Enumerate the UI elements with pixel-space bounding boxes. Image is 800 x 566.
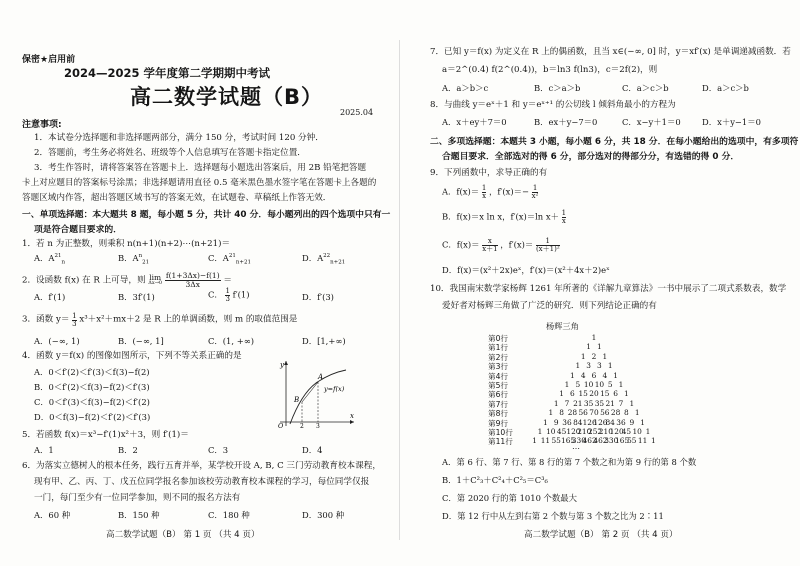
point-b-label: B bbox=[294, 396, 300, 404]
triangle-number: 165 bbox=[615, 436, 630, 446]
question-7-line: 7．已知 y＝f(x) 为定义在 R 上的偶函数，且当 x∈(−∞, 0] 时，y＝xf′(x) 是单调递减函数．若 bbox=[430, 47, 791, 57]
option-d: D．[1,+∞) bbox=[302, 336, 346, 346]
notice-line: 2．答题前，考生务必将姓名、班级等个人信息填写在答题卡指定位置． bbox=[34, 148, 306, 158]
secant-line bbox=[302, 382, 318, 402]
option-c: C．(1, +∞) bbox=[208, 336, 254, 346]
option-a: A．第 6 行、第 7 行、第 8 行的第 7 个数之和为第 9 行的第 8 个数 bbox=[442, 457, 697, 467]
question-1: 1．若 n 为正整数，则乘积 n(n+1)(n+2)⋯(n+21)＝ bbox=[22, 239, 231, 249]
triangle-number: 36 bbox=[562, 417, 572, 427]
triangle-number: 21 bbox=[605, 398, 615, 408]
question-10-line: 10．我国南宋数学家杨辉 1261 年所著的《详解九章算法》一书中展示了二项式系数表，数学 bbox=[430, 284, 787, 294]
page-footer: 高二数学试题（B） 第 1 页 （共 4 页） bbox=[106, 530, 260, 540]
notice-line: 卡上对应题目的答案标号涂黑；非选择题请用直径 0.5 毫米黑色墨水签字笔在答题卡上各题的 bbox=[22, 178, 377, 188]
option-c: C．f(x)＝ $\frac{x}{x+1}$ ，f′(x)＝ $\frac{1}{\text{(x＋1)²}}$ bbox=[442, 237, 560, 253]
triangle-number: 1 bbox=[607, 361, 613, 371]
option-b: B．2 bbox=[118, 445, 138, 455]
option-a: A．$A^{21}_n$ bbox=[34, 252, 66, 266]
option-d: D．4 bbox=[302, 445, 323, 455]
triangle-number: 1 bbox=[575, 361, 581, 371]
triangle-number: 210 bbox=[598, 427, 613, 436]
triangle-number: 35 bbox=[583, 398, 594, 408]
option-c: C．3 bbox=[208, 445, 229, 455]
option-c: C．a＞c＞b bbox=[622, 83, 669, 93]
triangle-number: 55 bbox=[627, 436, 637, 446]
triangle-number: 6 bbox=[591, 370, 597, 380]
option-b: B．0＜f′(2)＜f(3)−f(2)＜f′(3) bbox=[34, 382, 150, 392]
option-b: B．(−∞, 1] bbox=[118, 336, 164, 346]
secret-mark: 保密★启用前 bbox=[22, 55, 76, 65]
question-3: 3．函数 y＝ $\frac{1}{3}$ x³＋x²＋mx＋2 是 R 上的单调函数，则 m 的取值范围是 bbox=[22, 312, 298, 328]
triangle-number: 10 bbox=[632, 427, 642, 436]
question-9: 9．下列函数中，求导正确的有 bbox=[430, 168, 548, 178]
triangle-number: 11 bbox=[540, 436, 551, 446]
option-d: D．0＜f(3)−f(2)＜f′(2)＜f′(3) bbox=[34, 412, 151, 422]
triangle-row-label: 第1行 bbox=[488, 343, 509, 353]
triangle-number: 1 bbox=[597, 342, 602, 352]
option-c: C．第 2020 行的第 1010 个数最大 bbox=[442, 493, 578, 503]
option-b: B．3f′(1) bbox=[118, 292, 155, 302]
option-a: A．a＞b＞c bbox=[442, 83, 489, 93]
triangle-number: 165 bbox=[561, 436, 576, 446]
triangle-number: 7 bbox=[564, 398, 570, 408]
triangle-number: 3 bbox=[597, 361, 602, 371]
triangle-number: 15 bbox=[578, 389, 588, 399]
option-d: D．f′(3) bbox=[302, 292, 334, 302]
triangle-number: 45 bbox=[621, 427, 632, 436]
tick-label-3: 3 bbox=[316, 423, 320, 428]
triangle-number: 1 bbox=[548, 408, 554, 418]
option-d: D．300 种 bbox=[302, 510, 345, 520]
option-c: C．0＜f′(3)＜f(3)−f(2)＜f′(2) bbox=[34, 397, 150, 407]
triangle-row-label: 第11行 bbox=[488, 437, 513, 447]
option-d: D．$A^{22}_{n+21}$ bbox=[302, 252, 346, 266]
triangle-number: 20 bbox=[589, 389, 599, 399]
triangle-row-label: 第2行 bbox=[488, 352, 509, 362]
page-footer: 高二数学试题（B） 第 2 页 （共 4 页） bbox=[524, 530, 678, 540]
tick-label-2: 2 bbox=[300, 423, 304, 428]
triangle-number: 1 bbox=[602, 351, 608, 361]
triangle-number: 1 bbox=[640, 417, 645, 427]
question-6-line: 6．为落实立德树人的根本任务，践行五育并举，某学校开设 A, B, C 三门劳动教育校本课程， bbox=[22, 461, 381, 471]
triangle-number: 1 bbox=[543, 417, 548, 427]
triangle-number: 1 bbox=[570, 370, 575, 380]
option-b: B．f(x)＝x ln x，f′(x)＝ln x＋ $\frac{1}{x}$ bbox=[442, 209, 567, 225]
option-a: A．f′(1) bbox=[34, 292, 66, 302]
question-6-line: 一门，每门至少有一位同学参加，则不同的报名方法有 bbox=[34, 493, 241, 503]
section-heading: 项是符合题目要求的． bbox=[34, 225, 122, 235]
point-a-label: A bbox=[318, 373, 324, 381]
option-a: A．x＋ey＋7＝0 bbox=[442, 117, 507, 127]
triangle-row-label: 第9行 bbox=[488, 418, 509, 428]
triangle-row-label: 第6行 bbox=[488, 390, 509, 400]
question-5: 5．若函数 f(x)＝x³−f′(1)x²＋3，则 f′(1)＝ bbox=[22, 430, 189, 440]
option-c: C．180 种 bbox=[208, 510, 250, 520]
triangle-number: 5 bbox=[575, 380, 581, 389]
triangle-number: 252 bbox=[588, 427, 603, 436]
notice-title: 注意事项: bbox=[22, 120, 62, 130]
triangle-number: 4 bbox=[602, 370, 608, 380]
triangle-number: 1 bbox=[537, 427, 543, 436]
origin-label: O bbox=[278, 422, 284, 428]
notice-line: 答题区域内作答，超出答题区域书写的答案无效，在试题卷、草稿纸上作答无效． bbox=[22, 193, 332, 203]
triangle-number: 1 bbox=[580, 351, 586, 361]
option-d: D．a＞c＞b bbox=[702, 83, 749, 93]
option-a: A．f(x)＝ $\frac{1}{x}$ ，f′(x)＝− $\frac{1}{\text{x²}}$ bbox=[442, 184, 539, 200]
triangle-number: 2 bbox=[591, 351, 597, 361]
section-heading: 合题目要求．全部选对的得 6 分，部分选对的得部分分，有选错的得 0 分． bbox=[442, 152, 740, 162]
triangle-number: 11 bbox=[637, 436, 648, 446]
triangle-number: 1 bbox=[586, 342, 591, 352]
question-10-line: 爱好者对杨辉三角做了广泛的研究．则下列结论正确的有 bbox=[442, 301, 657, 311]
triangle-number: 1 bbox=[651, 436, 656, 446]
triangle-number: 35 bbox=[594, 398, 605, 408]
triangle-row-label: 第10行 bbox=[488, 428, 513, 437]
option-b: B．1＋C²₃＋C²₄＋C²₅＝C³₆ bbox=[442, 475, 548, 485]
option-a: A．1 bbox=[34, 445, 54, 455]
section-heading: 一、单项选择题：本大题共 8 题，每小题 5 分，共计 40 分．每小题列出的四个选项中只有一 bbox=[22, 210, 391, 220]
y-axis-arrow bbox=[284, 361, 288, 365]
triangle-number: 462 bbox=[593, 436, 608, 446]
triangle-number: 84 bbox=[573, 417, 583, 427]
exam-name: 2024—2025 学年度第二学期期中考试 bbox=[64, 66, 271, 80]
triangle-number: 1 bbox=[624, 389, 629, 399]
triangle-number: 7 bbox=[618, 398, 624, 408]
option-c: C．$A^{21}_{n+21}$ bbox=[208, 252, 251, 266]
triangle-number: 1 bbox=[564, 380, 570, 389]
triangle-number: 1 bbox=[559, 389, 564, 399]
triangle-number: 1 bbox=[618, 380, 624, 389]
triangle-number: 45 bbox=[556, 427, 567, 436]
function-graph bbox=[268, 358, 358, 428]
triangle-number: 9 bbox=[553, 417, 559, 427]
option-b: B．$A^n_{21}$ bbox=[118, 252, 150, 266]
option-a: A．(−∞, 1) bbox=[34, 336, 80, 346]
triangle-number: 120 bbox=[609, 427, 624, 436]
triangle-number: 1 bbox=[645, 427, 651, 436]
triangle-number: 6 bbox=[570, 389, 575, 399]
question-7-line: a＝2^(0.4) f(2^(0.4))，b＝ln3 f(ln3)，c＝2f(2)，则 bbox=[442, 65, 658, 75]
triangle-number: 5 bbox=[607, 380, 613, 389]
triangle-number: 330 bbox=[604, 436, 619, 446]
x-label: x bbox=[350, 412, 354, 420]
triangle-number: 70 bbox=[589, 408, 599, 418]
question-8: 8．与曲线 y＝eˣ＋1 和 y＝eˣ⁺¹ 的公切线 l 倾斜角最小的方程为 bbox=[430, 100, 676, 110]
triangle-number: 84 bbox=[605, 417, 615, 427]
notice-line: 3．考生作答时，请将答案答在答题卡上．选择题每小题选出答案后，用 2B 铅笔把答题 bbox=[34, 163, 367, 173]
triangle-number: 8 bbox=[624, 408, 629, 418]
page-2 bbox=[400, 0, 800, 566]
triangle-ellipsis: ⋯ bbox=[572, 444, 580, 453]
triangle-number: 15 bbox=[600, 389, 610, 399]
x-axis-arrow bbox=[350, 420, 354, 424]
option-b: B．ex＋y−7＝0 bbox=[534, 117, 598, 127]
triangle-number: 21 bbox=[573, 398, 583, 408]
option-d: D．x＋y−1＝0 bbox=[702, 117, 761, 127]
triangle-number: 120 bbox=[566, 427, 581, 436]
triangle-number: 210 bbox=[577, 427, 592, 436]
triangle-number: 1 bbox=[553, 398, 559, 408]
triangle-number: 330 bbox=[571, 436, 586, 446]
triangle-number: 9 bbox=[629, 417, 635, 427]
triangle-row-label: 第5行 bbox=[488, 381, 509, 390]
triangle-number: 56 bbox=[600, 408, 610, 418]
question-6-line: 现有甲、乙、丙、丁、戊五位同学报名参加该校劳动教育校本课程的学习，每位同学仅报 bbox=[34, 477, 370, 487]
triangle-number: 8 bbox=[559, 408, 564, 418]
notice-line: 1．本试卷分选择题和非选择题两部分，满分 150 分，考试时间 120 分钟． bbox=[34, 133, 324, 143]
option-a: A．0＜f′(2)＜f′(3)＜f(3)−f(2) bbox=[34, 367, 150, 377]
question-2: 2．设函数 f(x) 在 R 上可导，则 lim Δx→0 $\frac{f(1+3\Delta x)-f(1)}{3\Delta x}$ ＝ bbox=[22, 271, 232, 289]
triangle-row-label: 第0行 bbox=[488, 334, 509, 343]
option-b: B．c＞a＞b bbox=[534, 83, 581, 93]
triangle-number: 462 bbox=[582, 436, 597, 446]
triangle-number: 28 bbox=[567, 408, 578, 418]
triangle-number: 10 bbox=[546, 427, 556, 436]
triangle-number: 10 bbox=[583, 380, 594, 389]
y-label: y bbox=[280, 361, 284, 369]
triangle-number: 126 bbox=[593, 417, 608, 427]
triangle-number: 10 bbox=[594, 380, 605, 389]
triangle-number: 55 bbox=[551, 436, 561, 446]
triangle-number: 126 bbox=[582, 417, 597, 427]
triangle-number: 1 bbox=[613, 370, 618, 380]
question-4: 4．函数 y＝f(x) 的图像如图所示，下列不等关系正确的是 bbox=[22, 351, 242, 361]
page-title: 高二数学试题（B） bbox=[130, 85, 324, 109]
triangle-number: 36 bbox=[616, 417, 626, 427]
pascal-triangle bbox=[488, 333, 748, 448]
triangle-number: 1 bbox=[629, 398, 635, 408]
option-c: C． $\frac{1}{3}$ f′(1) bbox=[208, 287, 250, 303]
section-heading: 二、多项选择题：本题共 3 小题，每小题 6 分，共 18 分．在每小题给出的选项中，有多项符 bbox=[430, 137, 799, 147]
triangle-number: 4 bbox=[580, 370, 586, 380]
option-a: A．60 种 bbox=[34, 510, 71, 520]
function-label: y=f(x) bbox=[324, 385, 345, 393]
triangle-number: 1 bbox=[634, 408, 640, 418]
triangle-number: 28 bbox=[610, 408, 621, 418]
triangle-number: 56 bbox=[578, 408, 588, 418]
triangle-number: 1 bbox=[591, 333, 597, 342]
triangle-number: 3 bbox=[586, 361, 591, 371]
option-d: D．f(x)＝(x²＋2x)eˣ，f′(x)＝(x²＋4x＋2)eˣ bbox=[442, 265, 610, 275]
option-b: B．150 种 bbox=[118, 510, 160, 520]
triangle-row-label: 第4行 bbox=[488, 371, 509, 381]
triangle-row-label: 第3行 bbox=[488, 362, 509, 372]
triangle-title: 杨辉三角 bbox=[546, 321, 579, 331]
triangle-row-label: 第7行 bbox=[488, 399, 509, 409]
triangle-number: 1 bbox=[532, 436, 537, 446]
exam-date: 2025.04 bbox=[340, 108, 374, 117]
option-c: C．x−y＋1＝0 bbox=[622, 117, 681, 127]
triangle-number: 6 bbox=[613, 389, 618, 399]
triangle-row-label: 第8行 bbox=[488, 409, 509, 419]
option-d: D．第 12 行中从左到右第 2 个数与第 3 个数之比为 2∶11 bbox=[442, 511, 664, 521]
